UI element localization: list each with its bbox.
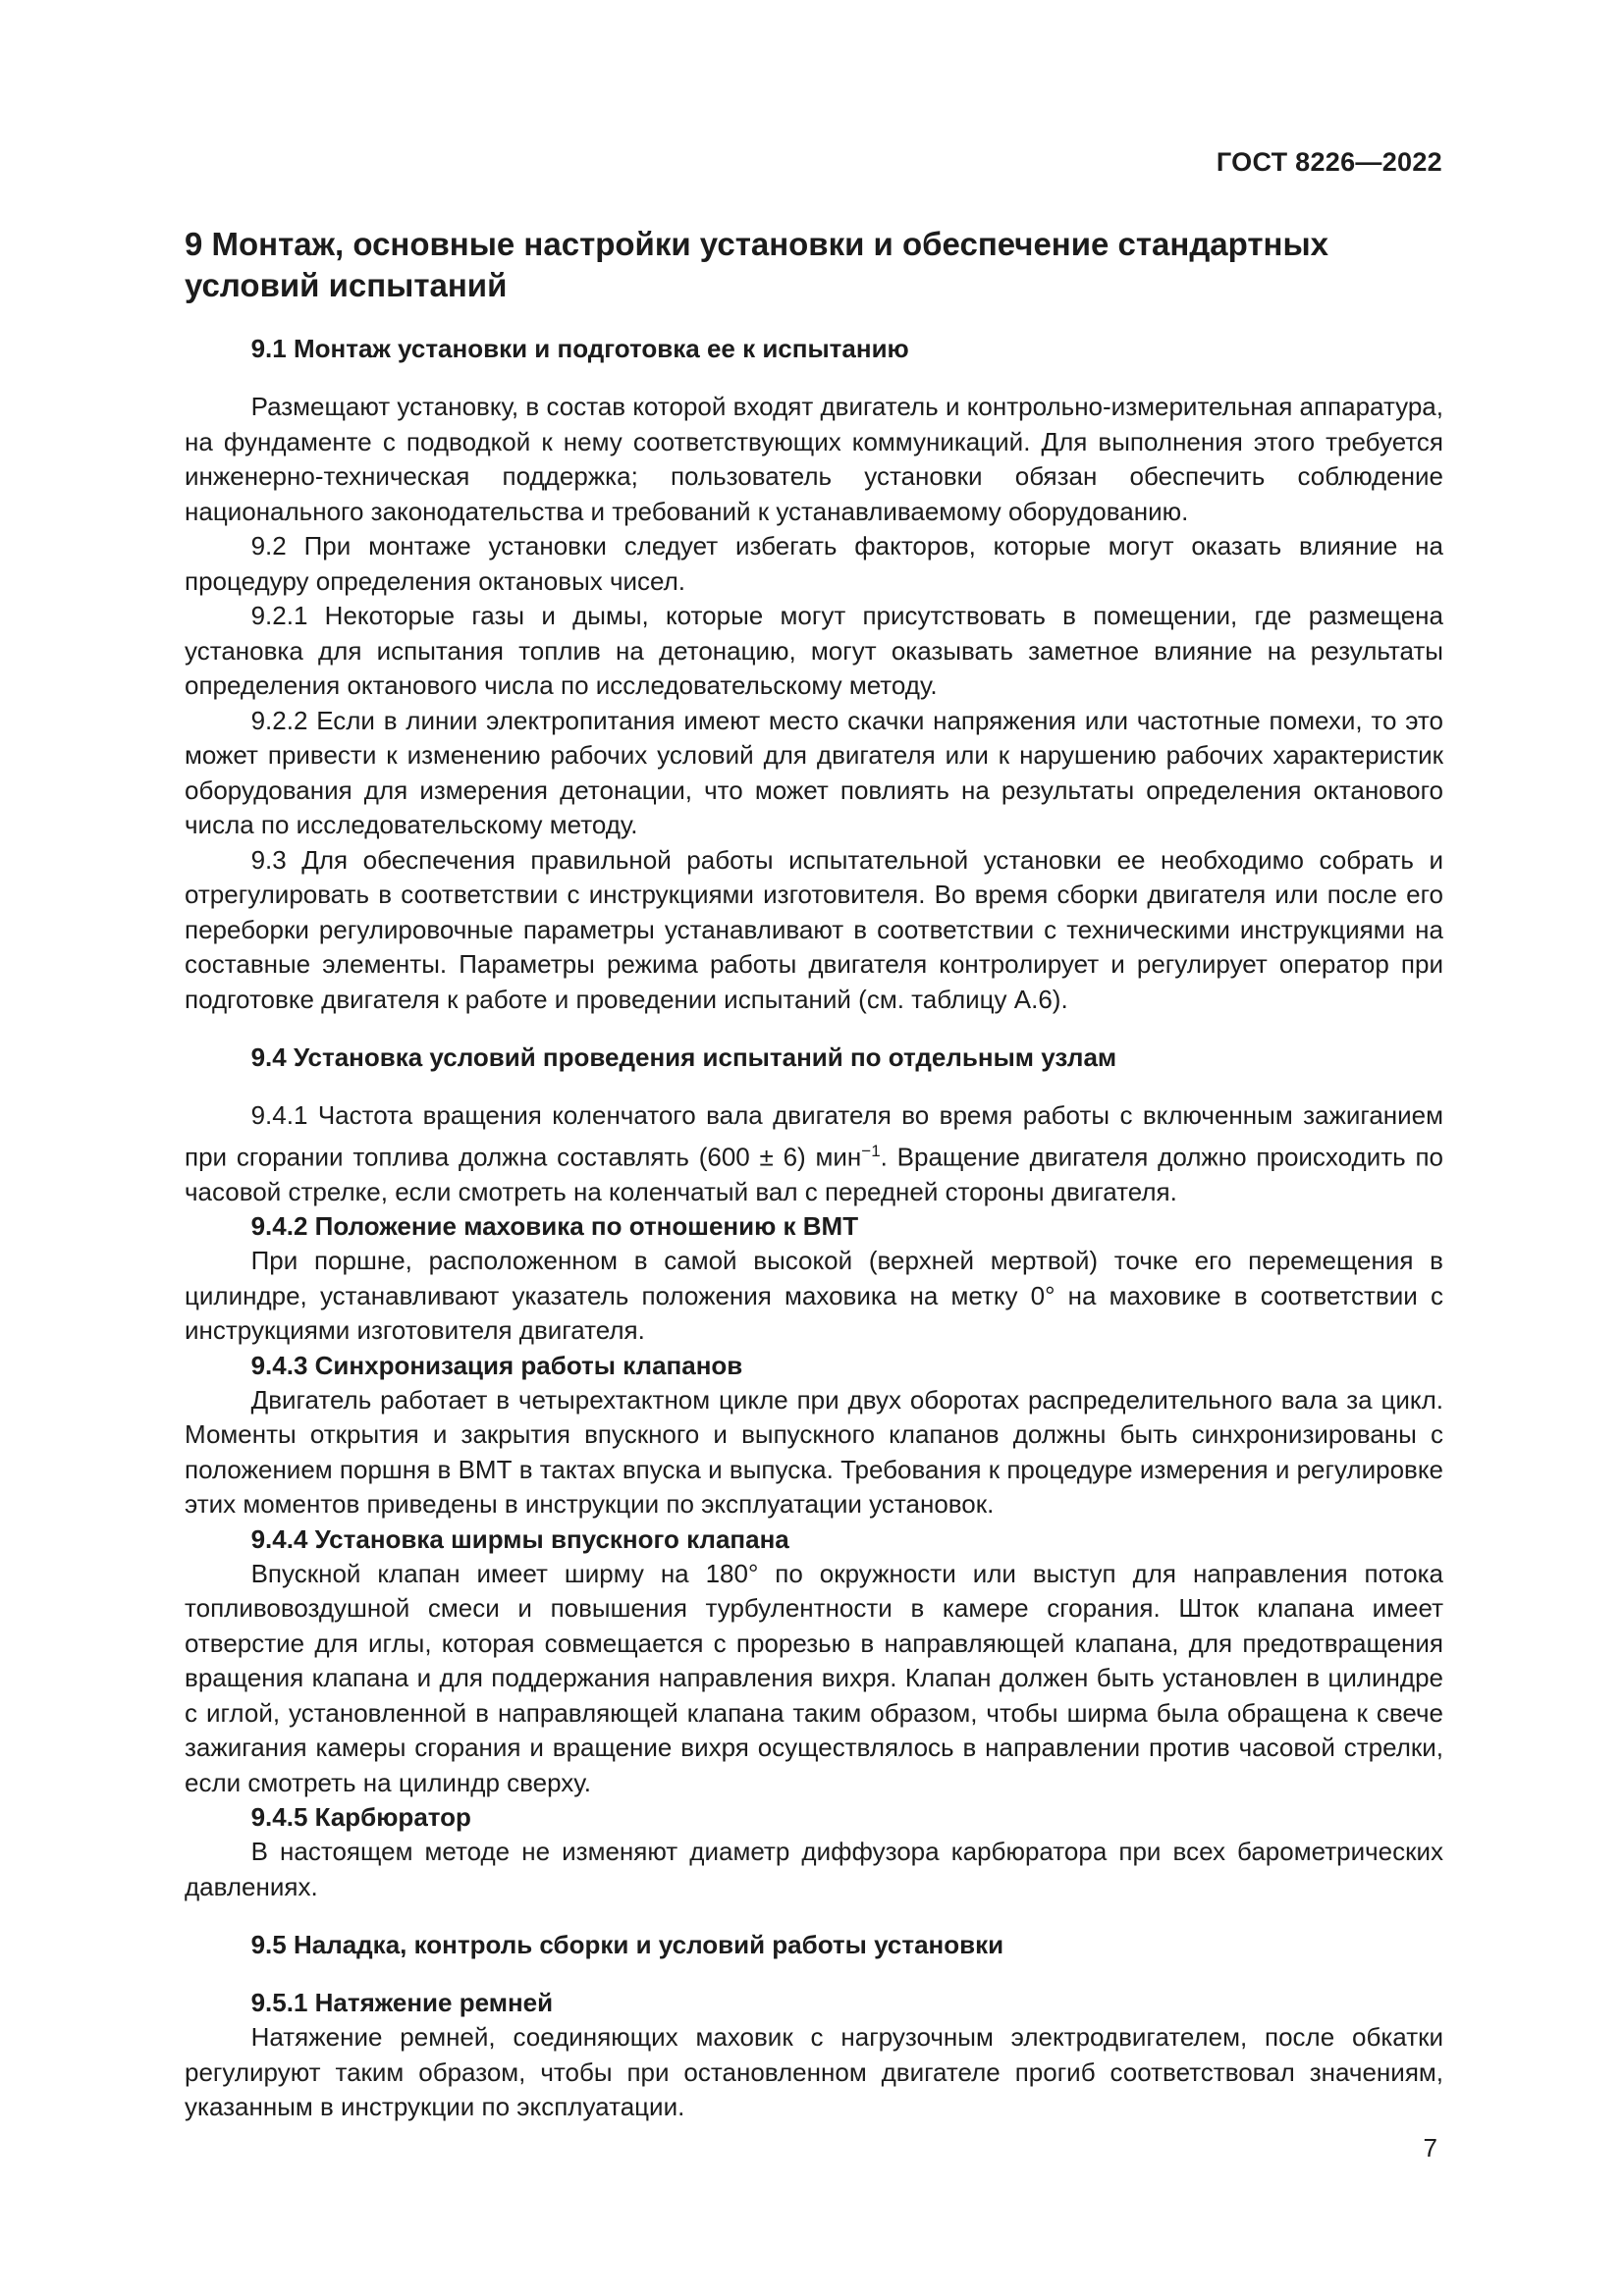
spacer <box>185 1017 1443 1041</box>
document-header-code: ГОСТ 8226—2022 <box>1216 147 1442 177</box>
spacer <box>185 1904 1443 1928</box>
paragraph-9-2-2: 9.2.2 Если в линии электропитания имеют место скачки напряжения или частотные помехи, то это может привести к изменению рабочих условий для двигателя или к нарушению рабочих характеристик оборудования для измерения детонации, что может повлиять на результаты определения октанового числа по исследовательскому методу. <box>185 705 1443 839</box>
unit-exponent: −1 <box>861 1141 881 1160</box>
paragraph-9-4-1-text-b: . Вращение двигателя должно происходить по часовой стрелке, если смотреть на коленчатый вал с передней стороны двигателя. <box>185 1142 1443 1206</box>
heading-9-5-1: 9.5.1 Натяжение ремней <box>250 1988 554 2018</box>
paragraph-9-4-1-text-a: 9.4.1 Частота вращения коленчатого вала двигателя во время работы с включенным зажиганием при сгорании топлива должна составлять (600 ± 6) мин <box>185 1100 1443 1172</box>
paragraph-9-4-5: В настоящем методе не изменяют диаметр диффузора карбюратора при всех барометрических давлениях. <box>185 1837 1443 1901</box>
heading-9-4-5: 9.4.5 Карбюратор <box>250 1802 471 1833</box>
paragraph-9-2-1: 9.2.1 Некоторые газы и дымы, которые могут присутствовать в помещении, где размещена установка для испытания топлив на детонацию, могут оказывать заметное влияние на результаты определения октанового числа по исследовательскому методу. <box>185 601 1443 700</box>
heading-9-4-4: 9.4.4 Установка ширмы впускного клапана <box>250 1523 789 1554</box>
subsection-heading-9-5: 9.5 Наладка, контроль сборки и условий работы установки <box>250 1930 1004 1960</box>
paragraph-9-2: 9.2 При монтаже установки следует избегать факторов, которые могут оказать влияние на процедуру определения октановых чисел. <box>185 531 1443 596</box>
paragraph-9-1: Размещают установку, в состав которой входят двигатель и контрольно-измерительная аппаратура, на фундаменте с подводкой к нему соответствующих коммуникаций. Для выполнения этого требуется инженерно-техническая поддержка; пользователь установки обязан обеспечить соблюдение национального законодательства и требований к устанавливаемому оборудованию. <box>185 392 1443 526</box>
page-number: 7 <box>1423 2133 1437 2163</box>
paragraph-9-4-4: Впускной клапан имеет ширму на 180° по окружности или выступ для направления потока топливовоздушной смеси и повышения турбулентности в камере сгорания. Шток клапана имеет отверстие для иглы, которая совмещается с прорезью в направляющей клапана, для предотвращения вращения клапана и для поддержания направления вихря. Клапан должен быть установлен в цилиндре с иглой, установленной в направляющей клапана таким образом, чтобы ширма была обращена к свече зажигания камеры сгорания и вращение вихря осуществлялось в направлении против часовой стрелки, если смотреть на цилиндр сверху. <box>185 1558 1443 1797</box>
paragraph-9-4-2: При поршне, расположенном в самой высокой (верхней мертвой) точке его перемещения в цилиндре, устанавливают указатель положения маховика на метку 0° на маховике в соответствии с инструкциями изготовителя двигателя. <box>185 1246 1443 1346</box>
heading-9-4-3: 9.4.3 Синхронизация работы клапанов <box>250 1350 743 1380</box>
spacer <box>185 1962 1443 1986</box>
subsection-heading-9-1: 9.1 Монтаж установки и подготовка ее к испытанию <box>250 334 909 363</box>
section-title: 9 Монтаж, основные настройки установки и обеспечение стандартных условий испытаний <box>185 226 1328 303</box>
page-content <box>185 224 1443 2125</box>
spacer <box>185 366 1443 390</box>
subsection-heading-9-4: 9.4 Установка условий проведения испытаний по отдельным узлам <box>250 1042 1117 1072</box>
heading-9-4-2: 9.4.2 Положение маховика по отношению к ВМТ <box>250 1211 859 1242</box>
paragraph-9-5-1: Натяжение ремней, соединяющих маховик с нагрузочным электродвигателем, после обкатки регулируют таким образом, чтобы при остановленном двигателе прогиб соответствовал значениям, указанным в инструкции по эксплуатации. <box>185 2022 1443 2122</box>
paragraph-9-4-1 <box>185 1098 1443 1209</box>
paragraph-9-3: 9.3 Для обеспечения правильной работы испытательной установки ее необходимо собрать и отрегулировать в соответствии с инструкциями изготовителя. Во время сборки двигателя или после его переборки регулировочные параметры устанавливают в соответствии с техническими инструкциями на составные элементы. Параметры режима работы двигателя контролирует и регулирует оператор при подготовке двигателя к работе и проведении испытаний (см. таблицу А.6). <box>185 844 1443 1014</box>
spacer <box>185 1075 1443 1098</box>
paragraph-9-4-3: Двигатель работает в четырехтактном цикле при двух оборотах распределительного вала за цикл. Моменты открытия и закрытия впускного и выпускного клапанов должны быть синхронизированы с положением поршня в ВМТ в тактах впуска и выпуска. Требования к процедуре измерения и регулировке этих моментов приведены в инструкции по эксплуатации установок. <box>185 1384 1443 1520</box>
